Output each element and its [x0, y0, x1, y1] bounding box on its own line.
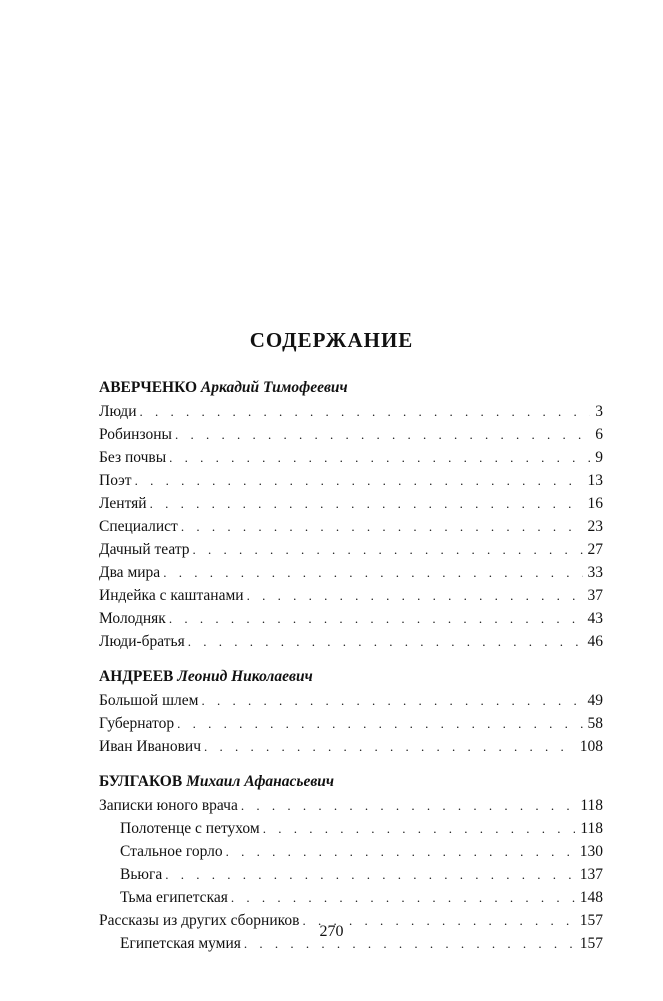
- dot-leader: [226, 840, 575, 863]
- toc-entry-title: Дачный театр: [99, 541, 190, 558]
- page-title: СОДЕРЖАНИЕ: [249, 328, 414, 352]
- toc-entry-page: 3: [595, 403, 603, 420]
- toc-entry-page: 9: [595, 449, 603, 466]
- toc-entry-title: Лентяй: [99, 495, 147, 512]
- dot-leader: [193, 538, 583, 561]
- dot-leader: [177, 712, 582, 735]
- toc-entry-page: 37: [587, 587, 603, 604]
- toc-entry-page: 27: [587, 541, 603, 558]
- toc-entry[interactable]: [99, 515, 603, 538]
- toc-entry[interactable]: [99, 538, 603, 561]
- toc-entry-page: 108: [579, 738, 603, 755]
- dot-leader: [263, 817, 576, 840]
- author-given-name: Михаил Афанасьевич: [186, 773, 335, 790]
- toc-entry[interactable]: [99, 469, 603, 492]
- table-of-contents: [99, 377, 603, 968]
- toc-entry-title: Два мира: [99, 564, 161, 581]
- toc-entry[interactable]: [99, 446, 603, 469]
- dot-leader: [231, 886, 575, 909]
- toc-entry-title: Без почвы: [99, 449, 167, 466]
- toc-entry-title: Записки юного врача: [99, 797, 238, 814]
- toc-entry-title: Поэт: [99, 472, 132, 489]
- author-given-name: Леонид Николаевич: [177, 668, 313, 685]
- dot-leader: [135, 469, 583, 492]
- toc-entry-page: 13: [587, 472, 603, 489]
- toc-entry-page: 118: [580, 820, 603, 837]
- dot-leader: [181, 515, 583, 538]
- toc-entry[interactable]: [99, 584, 603, 607]
- toc-entry-title: Иван Иванович: [99, 738, 201, 755]
- toc-entry-title: Робинзоны: [99, 426, 172, 443]
- toc-entry[interactable]: [99, 492, 603, 515]
- toc-entry-title: Стальное горло: [120, 843, 223, 860]
- toc-entry[interactable]: [99, 423, 603, 446]
- dot-leader: [169, 607, 583, 630]
- toc-subentry[interactable]: [99, 817, 603, 840]
- toc-entry-title: Люди-братья: [99, 633, 185, 650]
- toc-entry[interactable]: [99, 630, 603, 653]
- toc-entry-title: Большой шлем: [99, 692, 199, 709]
- toc-entry-page: 46: [587, 633, 603, 650]
- dot-leader: [165, 863, 575, 886]
- toc-entry-page: 148: [579, 889, 603, 906]
- toc-entry-page: 6: [595, 426, 603, 443]
- toc-entry[interactable]: [99, 689, 603, 712]
- toc-subentry[interactable]: [99, 840, 603, 863]
- dot-leader: [150, 492, 583, 515]
- toc-entry-title: Люди: [99, 403, 137, 420]
- author-heading: [99, 771, 603, 793]
- toc-entry-page: 43: [587, 610, 603, 627]
- dot-leader: [201, 689, 582, 712]
- author-heading: [99, 377, 603, 399]
- author-given-name: Аркадий Тимофеевич: [200, 379, 348, 396]
- toc-subentry[interactable]: [99, 863, 603, 886]
- toc-entry-title: Индейка с каштанами: [99, 587, 244, 604]
- author-surname: АВЕРЧЕНКО: [99, 379, 198, 396]
- toc-entry[interactable]: [99, 735, 603, 758]
- author-surname: АНДРЕЕВ: [99, 668, 174, 685]
- dot-leader: [140, 400, 591, 423]
- dot-leader: [169, 446, 590, 469]
- toc-entry[interactable]: [99, 607, 603, 630]
- toc-entry[interactable]: [99, 712, 603, 735]
- toc-entry-title: Тьма египетская: [120, 889, 228, 906]
- toc-section-averchenko: [99, 377, 603, 653]
- toc-entry-title: Полотенце с петухом: [120, 820, 260, 837]
- dot-leader: [204, 735, 575, 758]
- toc-section-andreev: [99, 666, 603, 758]
- author-heading: [99, 666, 603, 688]
- toc-entry-page: 157: [579, 935, 603, 952]
- dot-leader: [175, 423, 590, 446]
- toc-entry-page: 157: [579, 912, 603, 929]
- dot-leader: [163, 561, 582, 584]
- toc-entry-page: 58: [587, 715, 603, 732]
- toc-entry-title: Губернатор: [99, 715, 175, 732]
- page-number: 270: [319, 923, 344, 940]
- dot-leader: [241, 794, 575, 817]
- author-surname: БУЛГАКОВ: [99, 773, 183, 790]
- toc-entry[interactable]: [99, 561, 603, 584]
- dot-leader: [247, 584, 583, 607]
- toc-entry-title: Молодняк: [99, 610, 166, 627]
- toc-entry-page: 49: [587, 692, 603, 709]
- toc-entry-title: Египетская мумия: [120, 935, 241, 952]
- toc-entry[interactable]: [99, 794, 603, 817]
- toc-entry-title: Вьюга: [120, 866, 163, 883]
- toc-entry-page: 137: [579, 866, 603, 883]
- toc-entry-title: Рассказы из других сборников: [99, 912, 300, 929]
- toc-entry-page: 23: [587, 518, 603, 535]
- dot-leader: [188, 630, 583, 653]
- toc-subentry[interactable]: [99, 886, 603, 909]
- toc-entry-page: 130: [579, 843, 603, 860]
- toc-entry-title: Специалист: [99, 518, 178, 535]
- toc-entry-page: 118: [580, 797, 603, 814]
- toc-entry[interactable]: [99, 400, 603, 423]
- toc-entry-page: 16: [587, 495, 603, 512]
- toc-entry-page: 33: [587, 564, 603, 581]
